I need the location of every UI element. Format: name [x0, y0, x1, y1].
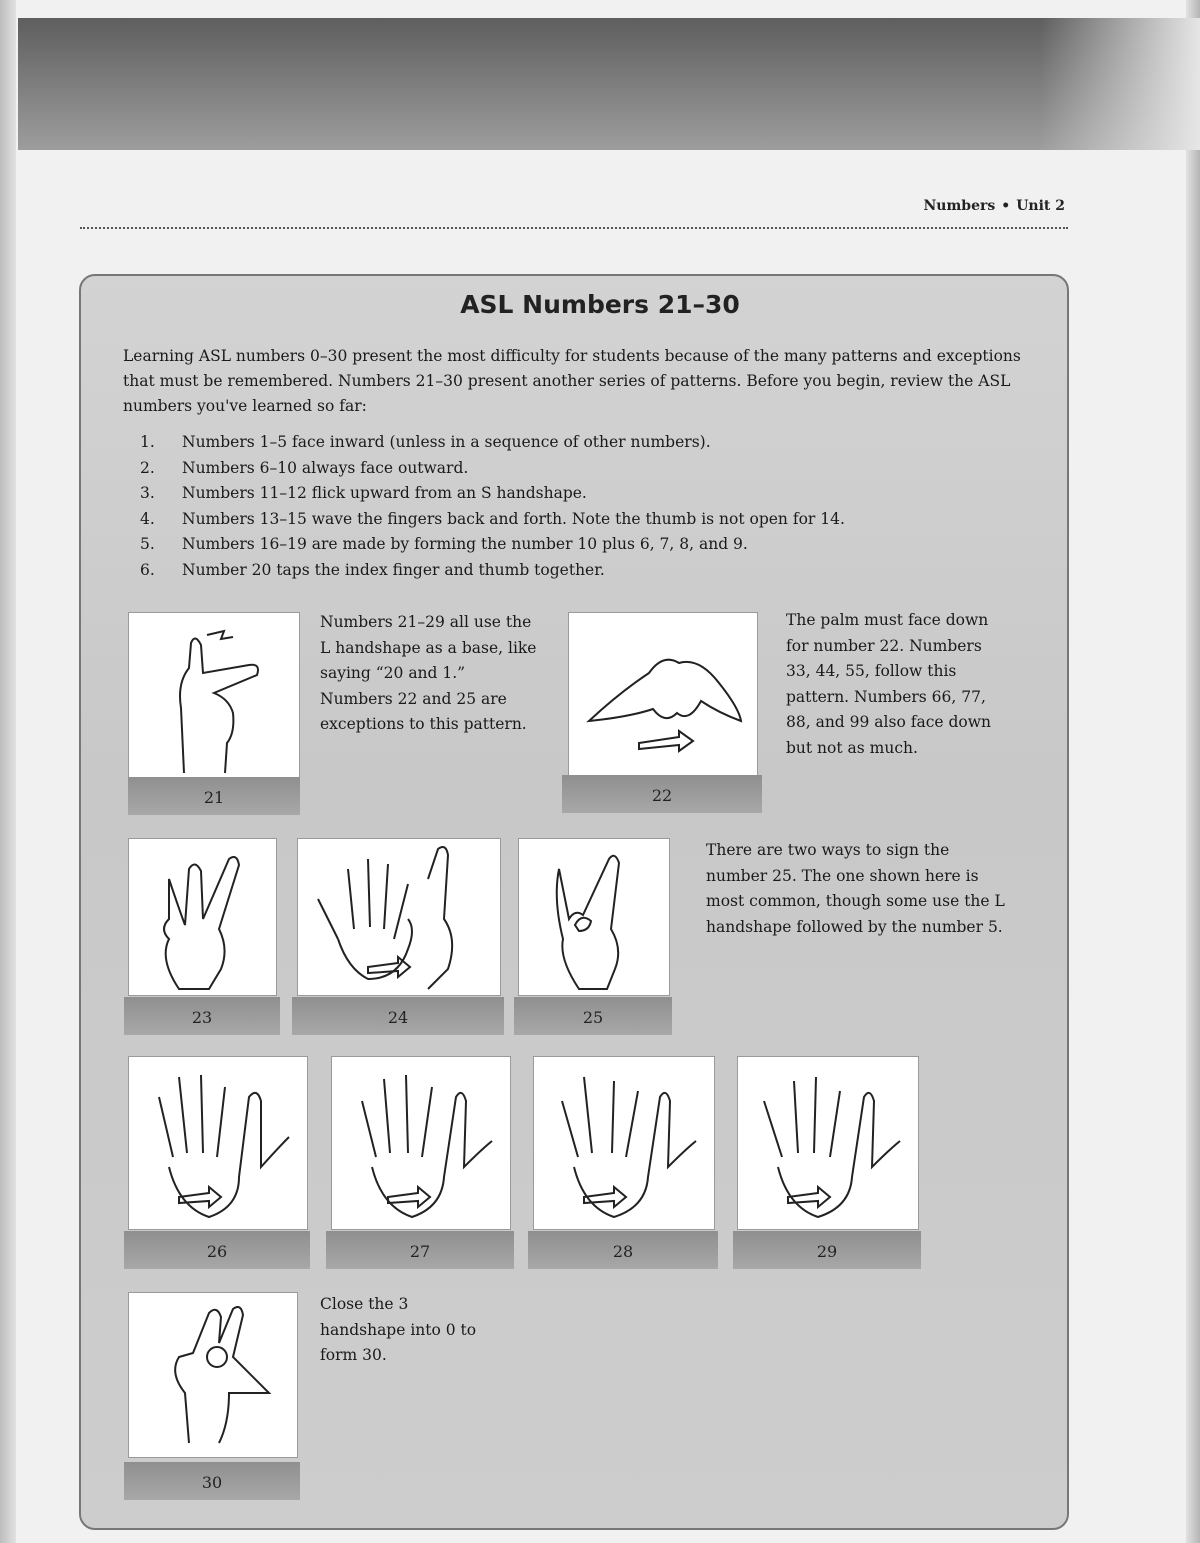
sign-23-illustration: [128, 838, 277, 996]
hand-sign-27-icon: [332, 1057, 510, 1229]
note-25: There are two ways to sign the number 25. The one shown here is most common, though some use the L handshape followed by the number 5.: [706, 841, 1005, 936]
sign-30-label: 30: [124, 1462, 300, 1500]
note-22: The palm must face down for number 22. Numbers 33, 44, 55, follow this pattern. Numbers 66, 77, 88, and 99 also face down but not as much.: [786, 611, 991, 757]
running-head-unit: Unit 2: [1016, 198, 1065, 214]
review-item-text: Numbers 6–10 always face outward.: [182, 458, 469, 477]
sign-26-illustration: [128, 1056, 308, 1230]
page-title: ASL Numbers 21–30: [460, 290, 740, 319]
sign-25-illustration: [518, 838, 670, 996]
sign-24-illustration: [297, 838, 501, 996]
review-item-number: 6.: [140, 560, 155, 579]
hand-sign-24-icon: [298, 839, 500, 995]
sign-29-label: 29: [733, 1231, 921, 1269]
review-item-number: 2.: [140, 458, 155, 477]
review-item-text: Numbers 16–19 are made by forming the number 10 plus 6, 7, 8, and 9.: [182, 535, 748, 554]
review-item-number: 5.: [140, 535, 155, 554]
sign-21-label: 21: [128, 777, 300, 815]
sign-23-label: 23: [124, 997, 280, 1035]
scan-left-edge: [0, 0, 16, 1543]
hand-sign-22-icon: [569, 613, 757, 775]
review-list: [140, 430, 990, 584]
sign-30-illustration: [128, 1292, 298, 1458]
hand-sign-26-icon: [129, 1057, 307, 1229]
hand-sign-21-icon: [129, 613, 299, 777]
review-item-text: Number 20 taps the index finger and thumb together.: [182, 560, 605, 579]
hand-sign-28-icon: [534, 1057, 714, 1229]
hand-sign-23-icon: [129, 839, 276, 995]
hand-sign-30-icon: [129, 1293, 297, 1457]
running-head-section: Numbers: [923, 198, 996, 214]
intro-paragraph: Learning ASL numbers 0–30 present the most difficulty for students because of the many patterns and exceptions that must be remembered. Numbers 21–30 present another series of patterns. Before you begin, review the ASL numbers you've learned so far:: [123, 347, 1021, 415]
review-item: [140, 481, 990, 507]
dotted-rule: [80, 227, 1068, 229]
note-21: Numbers 21–29 all use the L handshape as a base, like saying “20 and 1.” Numbers 22 and 25 are exceptions to this pattern.: [320, 613, 537, 733]
scan-right-edge: [1186, 0, 1200, 1543]
review-item-text: Numbers 11–12 flick upward from an S handshape.: [182, 484, 587, 503]
running-head-separator: •: [1001, 198, 1011, 214]
review-item: [140, 507, 990, 533]
note-30: Close the 3 handshape into 0 to form 30.: [320, 1295, 477, 1364]
running-head: [924, 198, 1066, 214]
review-item-number: 1.: [140, 433, 155, 451]
review-item: [140, 558, 990, 584]
sign-24-label: 24: [292, 997, 504, 1035]
sign-28-label: 28: [528, 1231, 718, 1269]
review-item-text: Numbers 1–5 face inward (unless in a sequence of other numbers).: [182, 433, 711, 451]
sign-25-label: 25: [514, 997, 672, 1035]
hand-sign-29-icon: [738, 1057, 918, 1229]
sign-21-illustration: [128, 612, 300, 778]
review-item-number: 3.: [140, 484, 155, 503]
hand-sign-25-icon: [519, 839, 669, 995]
header-band: [18, 18, 1200, 150]
review-item: [140, 456, 990, 482]
sign-26-label: 26: [124, 1231, 310, 1269]
sign-27-illustration: [331, 1056, 511, 1230]
review-item: [140, 532, 990, 558]
sign-27-label: 27: [326, 1231, 514, 1269]
review-item-text: Numbers 13–15 wave the fingers back and forth. Note the thumb is not open for 14.: [182, 509, 845, 528]
sign-29-illustration: [737, 1056, 919, 1230]
sign-22-illustration: [568, 612, 758, 776]
sign-22-label: 22: [562, 775, 762, 813]
review-item-number: 4.: [140, 509, 155, 528]
sign-28-illustration: [533, 1056, 715, 1230]
review-item: [140, 430, 990, 456]
